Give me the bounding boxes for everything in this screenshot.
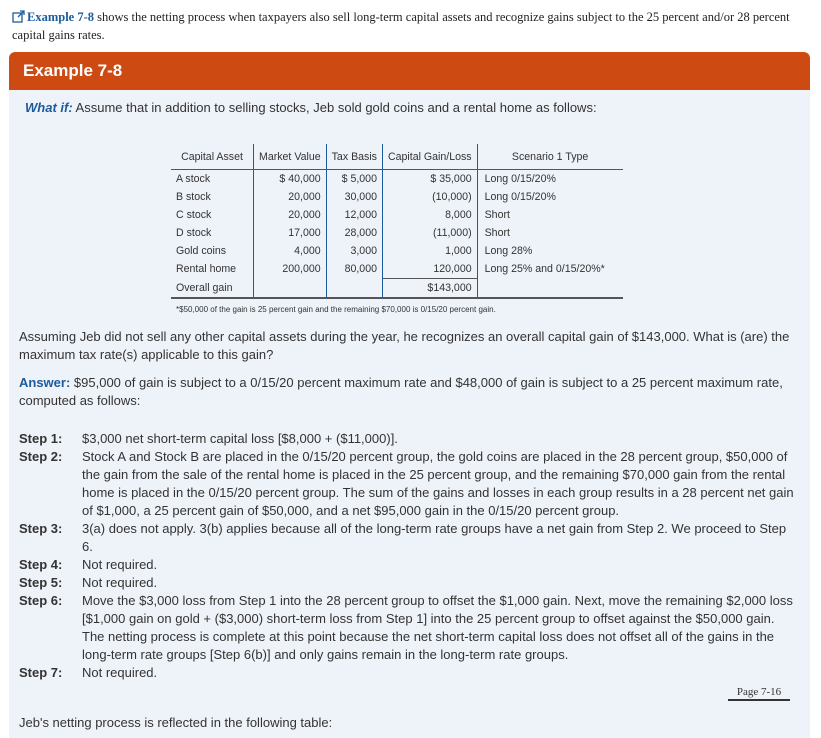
table-row [171,260,623,279]
type-cell: Long 25% and 0/15/20%* [484,263,605,276]
type-cell: Short [484,209,510,221]
capital-assets-table [171,144,623,316]
answer-paragraph: Answer: $95,000 of gain is subject to a 0/15/20 percent maximum rate and $48,000 of gain is subject to a 25 percent maximum rate, computed as follows: [19,375,783,408]
what-if-text: What if: Assume that in addition to selling stocks, Jeb sold gold coins and a rental home as follows: [25,100,597,115]
asset-cell: A stock [171,170,254,189]
gain-cell: (11,000) [382,224,477,242]
column-header: Capital Gain/Loss [382,144,477,170]
basis-cell: $ 5,000 [326,170,382,189]
gain-cell: 1,000 [382,242,477,260]
asset-cell: Gold coins [171,242,254,260]
intro-paragraph [12,8,802,44]
column-header: Tax Basis [326,144,382,170]
gain-cell: (10,000) [382,188,477,206]
value-cell: 20,000 [254,188,327,206]
question-paragraph: Assuming Jeb did not sell any other capital assets during the year, he recognizes an overall capital gain of $143,000. What is (are) the maximum tax rate(s) applicable to this gain? [19,329,790,362]
steps-list [19,430,799,682]
asset-cell: Rental home [171,260,254,279]
value-cell: 20,000 [254,206,327,224]
table-header-row [171,144,623,170]
overall-gain-value: $143,000 [382,279,477,299]
basis-cell: 12,000 [326,206,382,224]
example-box [9,52,810,738]
column-header: Capital Asset [171,144,254,170]
value-cell: $ 40,000 [254,170,327,189]
basis-cell: 80,000 [326,260,382,279]
gain-cell: 120,000 [382,260,477,279]
external-link-icon[interactable] [12,10,25,23]
overall-gain-label: Overall gain [171,279,254,299]
example-link[interactable]: Example 7-8 [27,10,95,24]
gain-cell: 8,000 [382,206,477,224]
basis-cell: 28,000 [326,224,382,242]
step-item: Step 3: 3(a) does not apply. 3(b) applies because all of the long-term rate groups have a net gain from Step 2. We proceed to Step 6. [19,521,787,554]
total-row [171,279,623,299]
step-item: Step 7: Not required. [19,665,158,680]
type-cell: Short [484,227,510,239]
example-title: Example 7-8 [9,52,810,90]
step-item: Step 5: Not required. [19,575,158,590]
closing-paragraph: Jeb's netting process is reflected in the following table: [19,715,333,730]
table-row [171,224,623,242]
value-cell: 200,000 [254,260,327,279]
table-footnote: *$50,000 of the gain is 25 percent gain and the remaining $70,000 is 0/15/20 percent gain. [176,304,496,314]
asset-cell: B stock [171,188,254,206]
table-row [171,206,623,224]
type-cell: Long 0/15/20% [484,173,556,185]
page-marker: Page 7-16 [728,686,790,701]
value-cell: 17,000 [254,224,327,242]
step-item: Step 4: Not required. [19,557,158,572]
step-item: Step 6: Move the $3,000 loss from Step 1 into the 28 percent group to offset the $1,000 gain. Next, move the remaining $2,000 loss [$1,000 gain on gold + ($3,000) short-term loss from Step 1] into the 25 percent group to offset against the $50,000 gain. The netting process is complete at this point because the net short-term capital loss does not offset all of the gains in the long-term rate groups [Step 6(b)] and only gains remain in the long-term rate groups. [19,593,793,662]
table-row [171,188,623,206]
basis-cell: 3,000 [326,242,382,260]
asset-cell: D stock [171,224,254,242]
value-cell: 4,000 [254,242,327,260]
asset-cell: C stock [171,206,254,224]
basis-cell: 30,000 [326,188,382,206]
type-cell: Long 0/15/20% [484,191,556,203]
intro-text: shows the netting process when taxpayers also sell long-term capital assets and recognize gains subject to the 25 percent and/or 28 percent capital gains rates. [12,10,790,42]
column-header: Scenario 1 Type [477,144,623,170]
step-item: Step 1: $3,000 net short-term capital loss [$8,000 + ($11,000)]. [19,431,398,446]
type-cell: Long 28% [484,245,533,257]
gain-cell: $ 35,000 [382,170,477,189]
table-row [171,170,623,189]
step-item: Step 2: Stock A and Stock B are placed in the 0/15/20 percent group, the gold coins are placed in the 28 percent group, $50,000 of the gain from the sale of the rental home is placed in the 25 percent group, and the remaining $70,000 gain from the rental home is placed in the 0/15/20 percent group. The sum of the gains and losses in each group results in a 28 percent net gain of $1,000, a 25 percent gain of $50,000, and a net $95,000 gain in the 0/15/20 percent group. [19,449,794,518]
column-header: Market Value [254,144,327,170]
table-row [171,242,623,260]
